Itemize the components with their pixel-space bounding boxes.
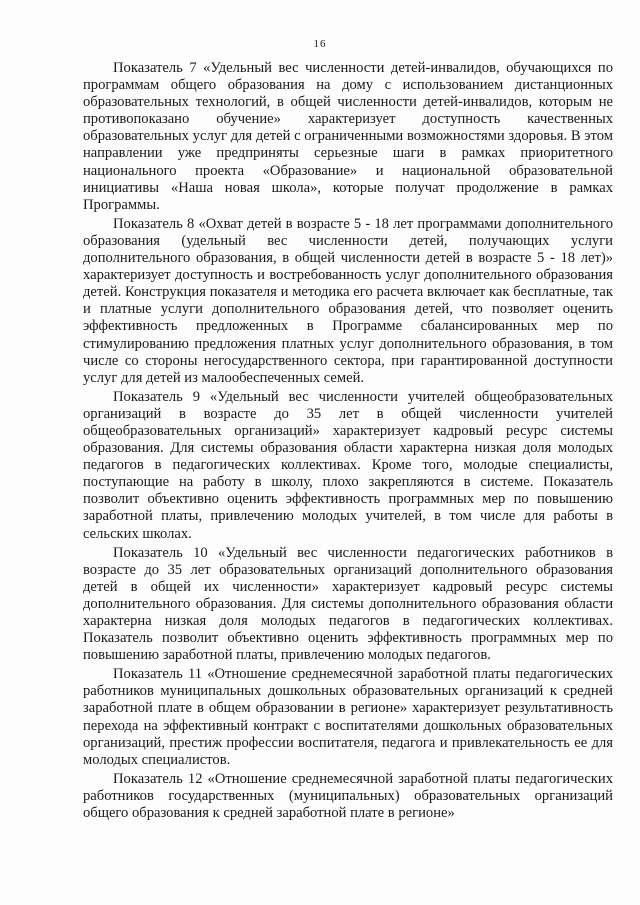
page-number: 16: [313, 38, 327, 50]
paragraph-indicator-8: Показатель 8 «Охват детей в возрасте 5 - 18 лет программами дополнительного образования (удельный вес численности детей, получающих услуги дополнительного образования, в общей численности детей в возрасте 5 - 18 лет)» характеризует доступность и востребованность услуг дополнительного образования детей. Конструкция показателя и методика его расчета включает как бесплатные, так и платные услуги дополнительного образования детей, что позволяет оценить эффективность предложенных в Программе сбалансированных мер по стимулированию предложения платных услуг дополнительного образования, в том числе со стороны негосударственного сектора, при гарантированной доступности услуг для детей из малообеспеченных семей.: [83, 215, 613, 386]
paragraph-indicator-11: Показатель 11 «Отношение среднемесячной заработной платы педагогических работников муниципальных дошкольных образовательных организаций к средней заработной плате в общем образовании в регионе» характеризует результативность перехода на эффективный контракт с воспитателями дошкольных образовательных организаций, престиж профессии воспитателя, педагога и привлекательность ее для молодых специалистов.: [83, 666, 613, 768]
paragraph-indicator-12: Показатель 12 «Отношение среднемесячной заработной платы педагогических работников государственных (муниципальных) образовательных организаций общего образования к средней заработной плате в регионе»: [83, 770, 613, 822]
paragraph-indicator-9: Показатель 9 «Удельный вес численности учителей общеобразовательных организаций в возрасте до 35 лет в общей численности учителей общеобразовательных организаций» характеризует кадровый ресурс системы образования. Для системы образования области характерна низкая доля молодых педагогов в педагогических коллективах. Кроме того, молодые специалисты, поступающие на работу в школу, плохо закрепляются в системе. Показатель позволит объективно оценить эффективность программных мер по повышению заработной платы, привлечению молодых учителей, в том числе для работы в сельских школах.: [83, 388, 613, 542]
document-body: [83, 60, 613, 824]
paragraph-indicator-7: Показатель 7 «Удельный вес численности детей-инвалидов, обучающихся по программам общего образования на дому с использованием дистанционных образовательных технологий, в общей численности детей-инвалидов, которым не противопоказано обучение» характеризует доступность качественных образовательных услуг для детей с ограниченными возможностями здоровья. В этом направлении уже предприняты серьезные шаги в рамках приоритетного национального проекта «Образование» и национальной образовательной инициативы «Наша новая школа», которые получат продолжение в рамках Программы.: [83, 60, 613, 213]
paragraph-indicator-10: Показатель 10 «Удельный вес численности педагогических работников в возрасте до 35 лет образовательных организаций дополнительного образования детей в общей их численности» характеризует кадровый ресурс системы дополнительного образования. Для системы дополнительного образования области характерна низкая доля молодых педагогов в педагогических коллективах. Показатель позволит объективно оценить эффективность программных мер по повышению заработной платы, привлечению молодых педагогов.: [83, 544, 613, 664]
